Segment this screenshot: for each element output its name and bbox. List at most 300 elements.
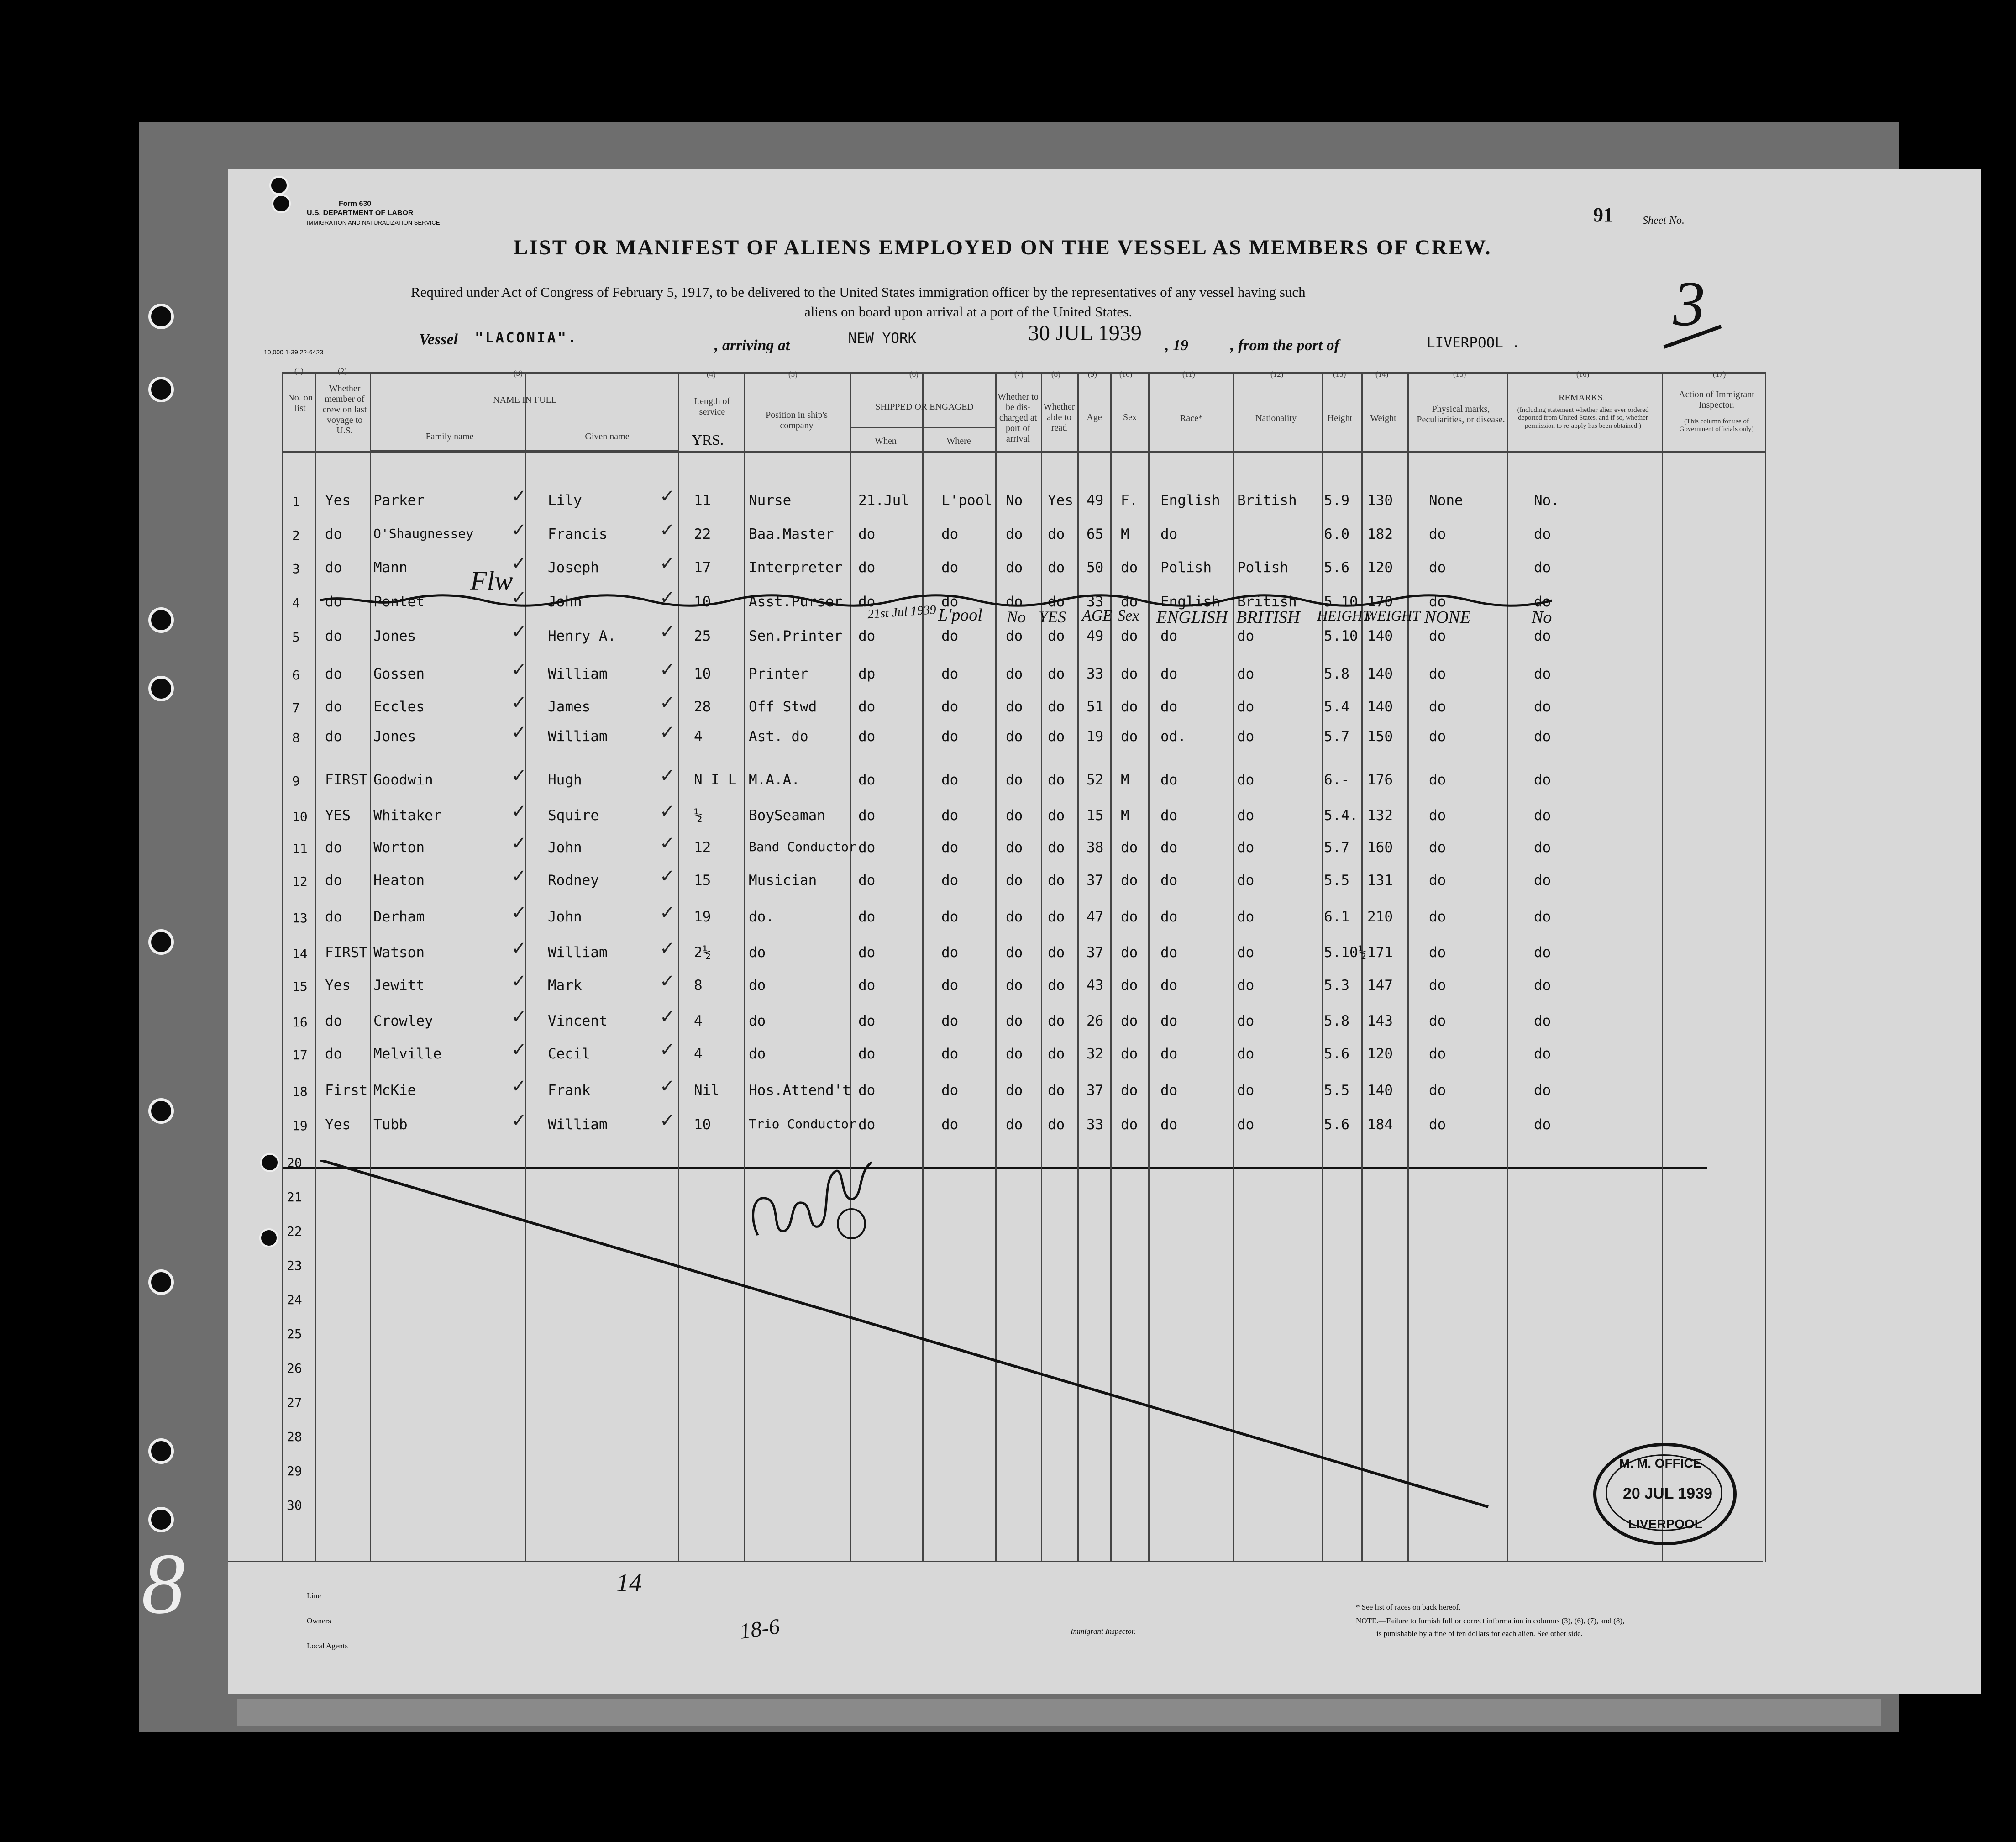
row-number: 8 xyxy=(292,730,300,745)
cell-remarks: do xyxy=(1534,772,1551,788)
column-header-given-name: Given name xyxy=(585,432,630,442)
cell-position: BoySeaman xyxy=(749,807,825,824)
cell-race: do xyxy=(1160,839,1178,856)
service-label: IMMIGRATION AND NATURALIZATION SERVICE xyxy=(307,219,440,226)
cell-read: do xyxy=(1048,666,1065,682)
cell-age: 32 xyxy=(1087,1046,1104,1062)
column-number: (16) xyxy=(1576,370,1590,379)
column-rule xyxy=(1765,372,1766,1562)
cell-position: Printer xyxy=(749,666,808,682)
cell-remarks: No. xyxy=(1534,492,1559,509)
cell-remarks: do xyxy=(1534,872,1551,889)
cell-read: do xyxy=(1048,628,1065,644)
cell-read: do xyxy=(1048,559,1065,576)
cell-given: Vincent xyxy=(548,1013,608,1029)
cell-weight: 143 xyxy=(1367,1013,1393,1029)
cell-when: do xyxy=(858,1046,876,1062)
check-mark: ✓ xyxy=(511,866,527,887)
cell-remarks: do xyxy=(1534,1082,1551,1099)
cell-disch: do xyxy=(1006,807,1023,824)
column-header-name-in-full: NAME IN FULL xyxy=(493,395,557,405)
cell-marks: do xyxy=(1429,807,1446,824)
punch-hole xyxy=(269,176,289,195)
cell-service: 25 xyxy=(694,628,711,644)
cell-prev: Yes xyxy=(325,492,351,509)
cell-disch: do xyxy=(1006,594,1023,610)
empty-row-number: 22 xyxy=(287,1224,302,1239)
cell-height: 6.0 xyxy=(1324,526,1349,542)
empty-row-number: 21 xyxy=(287,1189,302,1205)
cell-nationality: do xyxy=(1237,628,1255,644)
cell-age: 38 xyxy=(1087,839,1104,856)
cell-position: Musician xyxy=(749,872,817,889)
stamp-date: 20 JUL 1939 xyxy=(1623,1485,1712,1502)
subheader-rule xyxy=(850,427,995,428)
cell-disch: do xyxy=(1006,839,1023,856)
check-mark: ✓ xyxy=(660,938,675,959)
cell-position: Baa.Master xyxy=(749,526,834,542)
column-header-race: Race* xyxy=(1180,413,1203,423)
cell-weight: 140 xyxy=(1367,628,1393,644)
cell-remarks: do xyxy=(1534,839,1551,856)
correction-marks: NONE xyxy=(1424,608,1471,627)
cell-weight: 171 xyxy=(1367,944,1393,961)
correction-discharged: No xyxy=(1007,608,1026,626)
column-header-list-no: No. on list xyxy=(288,393,313,413)
check-mark: ✓ xyxy=(511,1039,527,1060)
cell-position: Sen.Printer xyxy=(749,628,843,644)
cell-height: 5.5 xyxy=(1324,872,1349,889)
cell-disch: do xyxy=(1006,1082,1023,1099)
cell-age: 47 xyxy=(1087,909,1104,925)
cell-weight: 132 xyxy=(1367,807,1393,824)
column-header-age: Age xyxy=(1087,412,1102,422)
cell-remarks: do xyxy=(1534,1116,1551,1133)
sheet-number: 91 xyxy=(1593,204,1613,226)
cell-disch: No xyxy=(1006,492,1023,509)
row-number: 19 xyxy=(292,1118,308,1133)
cell-age: 51 xyxy=(1087,699,1104,715)
cell-given: Rodney xyxy=(548,872,599,889)
cell-where: do xyxy=(941,872,959,889)
cell-age: 33 xyxy=(1087,594,1104,610)
cell-where: do xyxy=(941,1082,959,1099)
cell-race: English xyxy=(1160,492,1220,509)
cell-where: do xyxy=(941,628,959,644)
punch-hole xyxy=(259,1228,278,1247)
void-diagonal-line xyxy=(320,1160,1497,1516)
cell-given: James xyxy=(548,699,591,715)
cell-race: do xyxy=(1160,628,1178,644)
cell-read: do xyxy=(1048,944,1065,961)
column-header-length-of-service: Length of service xyxy=(694,396,730,417)
binder-hole xyxy=(148,607,174,633)
check-mark: ✓ xyxy=(660,692,675,713)
binder-hole xyxy=(148,676,174,701)
check-mark: ✓ xyxy=(660,1110,675,1131)
cell-position: do xyxy=(749,977,766,994)
cell-position: do xyxy=(749,1013,766,1029)
cell-prev: FIRST xyxy=(325,772,368,788)
column-header-previous-voyage: Whether member of crew on last voyage to U.S. xyxy=(322,384,367,436)
cell-weight: 150 xyxy=(1367,728,1393,745)
cell-sex: do xyxy=(1121,594,1138,610)
cell-race: English xyxy=(1160,594,1220,610)
inspector-initials: Flw xyxy=(470,566,513,596)
cell-prev: do xyxy=(325,839,342,856)
cell-height: 5.9 xyxy=(1324,492,1349,509)
cell-service: 4 xyxy=(694,1013,703,1029)
cell-nationality: do xyxy=(1237,772,1255,788)
corner-mark: 3 xyxy=(1673,268,1705,339)
cell-when: do xyxy=(858,807,876,824)
cell-weight: 140 xyxy=(1367,1082,1393,1099)
column-header-where: Where xyxy=(946,436,971,446)
cell-weight: 140 xyxy=(1367,666,1393,682)
cell-service: 4 xyxy=(694,728,703,745)
print-line: 10,000 1-39 22-6423 xyxy=(264,348,323,356)
cell-height: 5.7 xyxy=(1324,728,1349,745)
check-mark: ✓ xyxy=(511,553,527,574)
cell-when: do xyxy=(858,872,876,889)
cell-race: do xyxy=(1160,526,1178,542)
check-mark: ✓ xyxy=(660,486,675,507)
cell-marks: do xyxy=(1429,1046,1446,1062)
correction-remarks: No xyxy=(1532,608,1552,627)
cell-read: do xyxy=(1048,594,1065,610)
cell-where: do xyxy=(941,807,959,824)
cell-remarks: do xyxy=(1534,807,1551,824)
cell-read: do xyxy=(1048,772,1065,788)
cell-race: do xyxy=(1160,666,1178,682)
cell-disch: do xyxy=(1006,1046,1023,1062)
cell-sex: do xyxy=(1121,1116,1138,1133)
cell-given: William xyxy=(548,728,608,745)
correction-where: L'pool xyxy=(938,605,982,625)
cell-sex: do xyxy=(1121,909,1138,925)
check-mark: ✓ xyxy=(660,866,675,887)
manifest-title: LIST OR MANIFEST OF ALIENS EMPLOYED ON THE VESSEL AS MEMBERS OF CREW. xyxy=(514,236,1492,259)
cell-prev: FIRST xyxy=(325,944,368,961)
cell-given: Lily xyxy=(548,492,582,509)
column-number: (14) xyxy=(1376,370,1389,379)
column-number: (12) xyxy=(1270,370,1284,379)
cell-service: 28 xyxy=(694,699,711,715)
cell-when: do xyxy=(858,628,876,644)
check-mark: ✓ xyxy=(660,722,675,743)
row-number: 4 xyxy=(292,595,300,610)
cell-nationality: do xyxy=(1237,807,1255,824)
cell-given: John xyxy=(548,594,582,610)
arriving-label: , arriving at xyxy=(714,337,790,354)
check-mark: ✓ xyxy=(511,587,527,608)
cell-sex: do xyxy=(1121,839,1138,856)
binder-hole xyxy=(148,929,174,955)
cell-nationality: do xyxy=(1237,909,1255,925)
cell-disch: do xyxy=(1006,977,1023,994)
cell-prev: YES xyxy=(325,807,351,824)
cell-sex: do xyxy=(1121,1013,1138,1029)
cell-race: do xyxy=(1160,1013,1178,1029)
cell-sex: do xyxy=(1121,559,1138,576)
cell-when: do xyxy=(858,909,876,925)
check-mark: ✓ xyxy=(660,520,675,541)
empty-row-number: 20 xyxy=(287,1155,302,1170)
cell-service: ½ xyxy=(694,807,703,824)
cell-weight: 176 xyxy=(1367,772,1393,788)
cell-prev: do xyxy=(325,1013,342,1029)
cell-service: Nil xyxy=(694,1082,719,1099)
correction-weight: WEIGHT xyxy=(1365,607,1420,624)
row-number: 16 xyxy=(292,1015,308,1030)
cell-weight: 160 xyxy=(1367,839,1393,856)
cell-nationality: do xyxy=(1237,977,1255,994)
cell-prev: do xyxy=(325,1046,342,1062)
column-number: (8) xyxy=(1051,370,1060,379)
check-mark: ✓ xyxy=(511,833,527,854)
cell-family: Pontet xyxy=(373,594,425,610)
cell-age: 37 xyxy=(1087,1082,1104,1099)
check-mark: ✓ xyxy=(660,1039,675,1060)
stamp-city: LIVERPOOL xyxy=(1628,1517,1702,1531)
cell-when: do xyxy=(858,772,876,788)
row-number: 7 xyxy=(292,700,300,716)
cell-sex: do xyxy=(1121,944,1138,961)
cell-where: do xyxy=(941,772,959,788)
cell-sex: do xyxy=(1121,1082,1138,1099)
cell-marks: do xyxy=(1429,559,1446,576)
row-number: 10 xyxy=(292,809,308,824)
correction-sex: Sex xyxy=(1118,607,1139,624)
cell-height: 5.3 xyxy=(1324,977,1349,994)
cell-marks: do xyxy=(1429,628,1446,644)
cell-nationality: do xyxy=(1237,666,1255,682)
cell-when: do xyxy=(858,944,876,961)
cell-marks: do xyxy=(1429,666,1446,682)
cell-sex: M xyxy=(1121,526,1129,542)
cell-prev: do xyxy=(325,526,342,542)
cell-service: 10 xyxy=(694,666,711,682)
check-mark: ✓ xyxy=(511,486,527,507)
cell-where: do xyxy=(941,909,959,925)
cell-weight: 120 xyxy=(1367,559,1393,576)
check-mark: ✓ xyxy=(660,765,675,786)
column-header-discharged: Whether to be dis-charged at port of arrival xyxy=(997,392,1039,444)
correction-nationality: BRITISH xyxy=(1236,608,1300,627)
cell-position: do xyxy=(749,944,766,961)
cell-age: 52 xyxy=(1087,772,1104,788)
column-header-sex: Sex xyxy=(1123,412,1137,422)
cell-where: do xyxy=(941,1013,959,1029)
cell-marks: do xyxy=(1429,977,1446,994)
cell-disch: do xyxy=(1006,909,1023,925)
cell-remarks: do xyxy=(1534,594,1551,610)
cell-weight: 182 xyxy=(1367,526,1393,542)
cell-nationality: do xyxy=(1237,1046,1255,1062)
binder-hole xyxy=(148,304,174,329)
arriving-port: NEW YORK xyxy=(848,330,917,347)
cell-weight: 131 xyxy=(1367,872,1393,889)
from-port: LIVERPOOL . xyxy=(1427,335,1521,351)
cell-age: 50 xyxy=(1087,559,1104,576)
check-mark: ✓ xyxy=(511,520,527,541)
correction-race: ENGLISH xyxy=(1156,608,1228,627)
check-mark: ✓ xyxy=(660,801,675,822)
column-number: (9) xyxy=(1088,370,1097,379)
department-label: U.S. DEPARTMENT OF LABOR xyxy=(307,209,414,217)
sheet-label: Sheet No. xyxy=(1643,215,1685,226)
cell-position: Interpreter xyxy=(749,559,843,576)
column-header-when: When xyxy=(875,436,897,446)
cell-sex: do xyxy=(1121,872,1138,889)
cell-family: Goodwin xyxy=(373,772,433,788)
cell-when: do xyxy=(858,728,876,745)
cell-marks: do xyxy=(1429,909,1446,925)
check-mark: ✓ xyxy=(511,621,527,642)
cell-prev: do xyxy=(325,728,342,745)
cell-family: Heaton xyxy=(373,872,425,889)
cell-nationality: Polish xyxy=(1237,559,1288,576)
cell-family: Jones xyxy=(373,628,416,644)
cell-when: do xyxy=(858,839,876,856)
column-number: (13) xyxy=(1333,370,1346,379)
cell-disch: do xyxy=(1006,526,1023,542)
column-header-family-name: Family name xyxy=(425,432,474,442)
cell-when: do xyxy=(858,1082,876,1099)
empty-row-number: 24 xyxy=(287,1292,302,1307)
cell-family: Whitaker xyxy=(373,807,442,824)
cell-weight: 130 xyxy=(1367,492,1393,509)
length-of-service-unit: YRS. xyxy=(692,432,724,448)
column-number: (15) xyxy=(1453,370,1466,379)
cell-race: do xyxy=(1160,1116,1178,1133)
cell-service: 17 xyxy=(694,559,711,576)
cell-height: 5.7 xyxy=(1324,839,1349,856)
from-label: , from the port of xyxy=(1230,337,1339,354)
cell-read: do xyxy=(1048,839,1065,856)
check-mark: ✓ xyxy=(511,722,527,743)
cell-remarks: do xyxy=(1534,526,1551,542)
cell-position: Off Stwd xyxy=(749,699,817,715)
row-number: 3 xyxy=(292,561,300,576)
cell-marks: do xyxy=(1429,526,1446,542)
cell-age: 19 xyxy=(1087,728,1104,745)
cell-marks: do xyxy=(1429,1116,1446,1133)
cell-service: N I L xyxy=(694,772,737,788)
cell-position: do xyxy=(749,1046,766,1062)
cell-read: do xyxy=(1048,1013,1065,1029)
cell-read: do xyxy=(1048,1082,1065,1099)
cell-age: 33 xyxy=(1087,1116,1104,1133)
cell-remarks: do xyxy=(1534,944,1551,961)
cell-prev: do xyxy=(325,666,342,682)
row-number: 14 xyxy=(292,946,308,961)
cell-prev: do xyxy=(325,628,342,644)
cell-remarks: do xyxy=(1534,628,1551,644)
empty-row-number: 27 xyxy=(287,1395,302,1410)
cell-nationality: British xyxy=(1237,492,1297,509)
cell-marks: do xyxy=(1429,728,1446,745)
empty-row-number: 30 xyxy=(287,1498,302,1513)
cell-weight: 147 xyxy=(1367,977,1393,994)
cell-where: do xyxy=(941,594,959,610)
cell-height: 5.10 xyxy=(1324,628,1358,644)
cell-prev: do xyxy=(325,594,342,610)
cell-remarks: do xyxy=(1534,728,1551,745)
left-margin-mark: 8 xyxy=(142,1536,185,1632)
cell-sex: F. xyxy=(1121,492,1138,509)
cell-remarks: do xyxy=(1534,666,1551,682)
cell-where: do xyxy=(941,699,959,715)
column-header-remarks: REMARKS. xyxy=(1559,393,1605,403)
cell-height: 5.6 xyxy=(1324,559,1349,576)
column-number: (4) xyxy=(707,370,716,379)
row-number: 6 xyxy=(292,668,300,683)
cell-where: L'pool xyxy=(941,492,992,509)
cell-family: Eccles xyxy=(373,699,425,715)
cell-height: 5.8 xyxy=(1324,666,1349,682)
check-mark: ✓ xyxy=(511,659,527,680)
cell-given: Frank xyxy=(548,1082,591,1099)
empty-row-number: 25 xyxy=(287,1326,302,1342)
footer-note-1: NOTE.—Failure to furnish full or correct information in columns (3), (6), (7), and (8), xyxy=(1356,1616,1625,1625)
cell-when: 21.Jul xyxy=(858,492,909,509)
signature xyxy=(744,1144,890,1253)
check-mark: ✓ xyxy=(511,692,527,713)
cell-race: do xyxy=(1160,1082,1178,1099)
cell-given: John xyxy=(548,909,582,925)
cell-age: 15 xyxy=(1087,807,1104,824)
column-header-weight: Weight xyxy=(1370,413,1396,423)
cell-family: Melville xyxy=(373,1046,442,1062)
cell-given: Henry A. xyxy=(548,628,616,644)
cell-prev: Yes xyxy=(325,977,351,994)
cell-service: 8 xyxy=(694,977,703,994)
cell-disch: do xyxy=(1006,628,1023,644)
cell-given: Joseph xyxy=(548,559,599,576)
cell-race: do xyxy=(1160,699,1178,715)
cell-prev: do xyxy=(325,559,342,576)
check-mark: ✓ xyxy=(660,833,675,854)
cell-age: 49 xyxy=(1087,628,1104,644)
cell-age: 37 xyxy=(1087,872,1104,889)
cell-read: do xyxy=(1048,728,1065,745)
cell-marks: do xyxy=(1429,772,1446,788)
cell-position: Ast. do xyxy=(749,728,808,745)
cell-race: do xyxy=(1160,909,1178,925)
check-mark: ✓ xyxy=(660,971,675,992)
correction-read: YES xyxy=(1039,608,1066,626)
cell-read: do xyxy=(1048,909,1065,925)
cell-marks: do xyxy=(1429,699,1446,715)
row-number: 2 xyxy=(292,528,300,543)
cell-nationality: do xyxy=(1237,1082,1255,1099)
cell-height: 5.4. xyxy=(1324,807,1358,824)
cell-service: 19 xyxy=(694,909,711,925)
cell-prev: First xyxy=(325,1082,368,1099)
cell-family: Jones xyxy=(373,728,416,745)
row-number: 13 xyxy=(292,910,308,926)
cell-position: Nurse xyxy=(749,492,792,509)
cell-read: do xyxy=(1048,977,1065,994)
cell-service: 15 xyxy=(694,872,711,889)
cell-given: William xyxy=(548,1116,608,1133)
cell-disch: do xyxy=(1006,559,1023,576)
column-number: (10) xyxy=(1119,370,1133,379)
check-mark: ✓ xyxy=(660,621,675,642)
cell-age: 49 xyxy=(1087,492,1104,509)
column-number: (6) xyxy=(909,370,919,379)
